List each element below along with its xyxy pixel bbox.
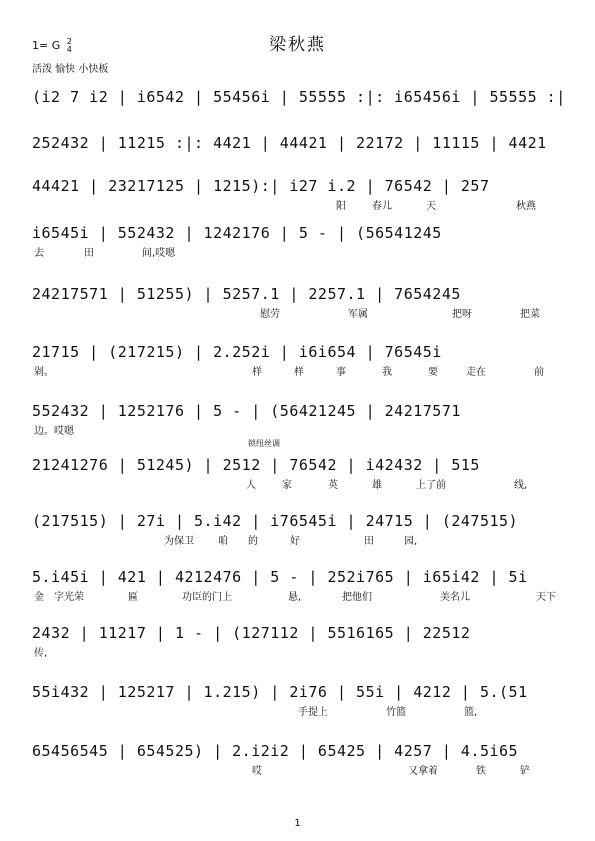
- lyric: 间,哎嗯: [142, 248, 176, 259]
- lyric: 人: [246, 480, 256, 491]
- notation-line: i6545i | 552432 | 1242176 | 5 - | (56541245: [32, 224, 442, 242]
- lyric: 铲: [520, 766, 530, 777]
- score-row: [32, 341, 566, 383]
- lyric: 功臣的门上: [182, 592, 232, 603]
- score-row: [32, 86, 566, 128]
- lyric: 上了前: [416, 480, 446, 491]
- lyric-line: [32, 647, 566, 661]
- lyric: 春儿: [372, 201, 392, 212]
- time-top: 2: [66, 37, 72, 46]
- time-bottom: 4: [66, 45, 72, 54]
- lyric: 田: [364, 536, 374, 547]
- notation-line: 24217571 | 51255) | 5257.1 | 2257.1 | 7654245: [32, 285, 461, 303]
- key-text: 1= G: [32, 39, 61, 52]
- notation-line: 21241276 | 51245) | 2512 | 76542 | i42432 | 515: [32, 456, 480, 474]
- notation-line: 5.i45i | 421 | 4212476 | 5 - | 252i765 | i65i42 | 5i: [32, 568, 528, 586]
- lyric: 又拿着: [408, 766, 438, 777]
- lyric: 悬,: [288, 592, 302, 603]
- lyric: 天下: [536, 592, 556, 603]
- lyric: 美名儿: [440, 592, 470, 603]
- lyric: 走在: [466, 367, 486, 378]
- score-row: [32, 132, 566, 174]
- lyric: 事: [336, 367, 346, 378]
- lyric: 军属: [348, 309, 368, 320]
- lyric: 把呀: [452, 309, 472, 320]
- lyric: 英: [328, 480, 338, 491]
- score-row: [32, 175, 566, 217]
- lyric: 剁。: [34, 367, 54, 378]
- lyric-line: [32, 765, 566, 779]
- notation-line: 21715 | (217215) | 2.252i | i6i654 | 76545i: [32, 343, 442, 361]
- score-row: [32, 439, 566, 496]
- lyric-line: [32, 111, 566, 125]
- lyric: 哎: [252, 766, 262, 777]
- lyric: 手提上: [298, 707, 328, 718]
- lyric-line: [32, 591, 566, 605]
- lyric-line: [32, 308, 566, 322]
- lyric: 雄: [372, 480, 382, 491]
- key-signature: [32, 38, 72, 54]
- lyric: 铁: [476, 766, 486, 777]
- lyric: 样: [252, 367, 262, 378]
- lyric: 字光荣: [54, 592, 84, 603]
- lyric: 慰劳: [260, 309, 280, 320]
- lyric: 要: [428, 367, 438, 378]
- lyric-line: [32, 200, 566, 214]
- lyric: 前: [534, 367, 544, 378]
- lyric: 咱: [218, 536, 228, 547]
- lyric: 把他们: [342, 592, 372, 603]
- lyric: 阳: [336, 201, 346, 212]
- score-row: [32, 566, 566, 608]
- page-number: 1: [294, 818, 301, 829]
- lyric: 天: [426, 201, 436, 212]
- notation-line: (217515) | 27i | 5.i42 | i76545i | 24715 | (247515): [32, 512, 519, 530]
- score-row: [32, 740, 566, 782]
- lyric: 田: [84, 248, 94, 259]
- score-row: [32, 510, 566, 552]
- mode-annotation: 锁纽丝调: [248, 439, 280, 448]
- lyric-line: [32, 425, 566, 439]
- lyric-line: [32, 247, 566, 261]
- lyric-line: [32, 157, 566, 171]
- lyric: 秋燕: [516, 201, 536, 212]
- lyric: 好: [290, 536, 300, 547]
- notation-line: 552432 | 1252176 | 5 - | (56421245 | 24217571: [32, 402, 461, 420]
- lyric: 匾: [128, 592, 138, 603]
- score-row: [32, 400, 566, 442]
- lyric: 园,: [404, 536, 418, 547]
- lyric: 篮,: [464, 707, 478, 718]
- lyric: 家: [282, 480, 292, 491]
- song-title: 梁秋燕: [269, 35, 326, 55]
- lyric: 竹篮: [386, 707, 406, 718]
- score-row: [32, 681, 566, 723]
- time-signature: [67, 38, 72, 54]
- notation-line: (i2 7 i2 | i6542 | 55456i | 55555 :|: i65456i | 55555 :|: [32, 88, 566, 106]
- lyric: 去: [34, 248, 44, 259]
- notation-line: 2432 | 11217 | 1 - | (127112 | 5516165 | 22512: [32, 624, 471, 642]
- notation-line: 44421 | 23217125 | 1215):| i27 i.2 | 76542 | 257: [32, 177, 490, 195]
- lyric: 为保卫: [164, 536, 194, 547]
- tempo-marking: 活泼 愉快 小快板: [32, 64, 109, 75]
- notation-line: 252432 | 11215 :|: 4421 | 44421 | 22172 | 11115 | 4421: [32, 134, 547, 152]
- lyric-line: [32, 535, 566, 549]
- lyric-line: [32, 706, 566, 720]
- notation-line: 55i432 | 125217 | 1.215) | 2i76 | 55i | 4212 | 5.(51: [32, 683, 528, 701]
- lyric: 的: [248, 536, 258, 547]
- score-row: [32, 222, 566, 264]
- lyric: 样: [294, 367, 304, 378]
- lyric: 线,: [514, 480, 528, 491]
- lyric: 传,: [34, 648, 48, 659]
- notation-line: 65456545 | 654525) | 2.i2i2 | 65425 | 4257 | 4.5i65: [32, 742, 519, 760]
- score-row: [32, 622, 566, 664]
- lyric: 边。哎嗯: [34, 426, 74, 437]
- lyric-line: [32, 479, 566, 493]
- lyric: 把菜: [520, 309, 540, 320]
- lyric-line: [32, 366, 566, 380]
- score-row: [32, 283, 566, 325]
- lyric: 我: [382, 367, 392, 378]
- lyric: 金: [34, 592, 44, 603]
